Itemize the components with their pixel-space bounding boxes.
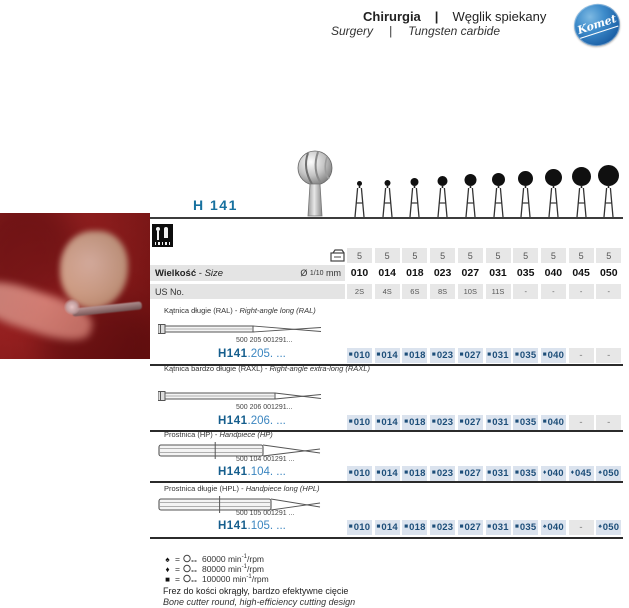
size-cell: 014 — [375, 265, 400, 281]
speed-symbol: ■ — [431, 523, 436, 531]
us-no-cell: - — [569, 284, 594, 299]
availability-size: - — [607, 417, 611, 428]
size-label-pl: Wielkość — [155, 267, 197, 279]
speed-symbol: ■ — [514, 418, 519, 426]
us-no-cell: - — [513, 284, 538, 299]
product-name-en: Right-angle extra-long (RAXL) — [269, 364, 370, 373]
us-no-cell: 11S — [486, 284, 511, 299]
availability-cell — [486, 466, 511, 481]
product-block — [150, 430, 623, 483]
shank-drawing — [158, 388, 323, 404]
pack-qty-cell: 5 — [347, 248, 372, 263]
availability-cell — [541, 415, 566, 430]
bur-silhouette — [513, 155, 538, 217]
availability-cell — [569, 415, 594, 430]
order-number: 500 205 001291... — [236, 337, 293, 344]
availability-size: 027 — [464, 417, 481, 428]
speed-symbol: ■ — [487, 469, 492, 477]
bur-silhouette — [375, 155, 400, 217]
pack-qty-cell: 5 — [458, 248, 483, 263]
size-cell: 045 — [569, 265, 594, 281]
availability-cell — [569, 520, 594, 535]
availability-size: 023 — [436, 350, 454, 361]
availability-cell — [458, 348, 483, 363]
availability-size: 035 — [519, 417, 537, 428]
product-name: Kątnica długie (RAL) - Right-angle long (RAL) — [164, 306, 316, 315]
availability-size: 040 — [547, 350, 565, 361]
availability-size: 050 — [602, 468, 620, 479]
bur-head-illustration — [294, 150, 336, 217]
availability-size: 010 — [353, 350, 371, 361]
speed-symbol: ■ — [514, 523, 519, 531]
product-block — [150, 306, 623, 366]
ref-series: H141 — [218, 520, 248, 532]
speed-symbol: ♦ — [543, 469, 547, 477]
speed-symbol: ■ — [514, 351, 519, 359]
availability-size: 040 — [547, 522, 564, 533]
us-row-band — [150, 284, 345, 299]
speed-symbol: ■ — [404, 469, 409, 477]
speed-value: 60000 $\min^{-1}$/rpm — [201, 554, 265, 564]
availability-size: 040 — [547, 417, 565, 428]
speed-legend-item: ■ = 100000 $\min^{-1}$/rpm — [163, 574, 269, 584]
speed-symbol: ■ — [376, 351, 381, 359]
availability-cell — [486, 415, 511, 430]
availability-cell — [569, 348, 594, 363]
availability-cell — [486, 520, 511, 535]
availability-cell — [402, 466, 427, 481]
speed-symbol: ■ — [459, 418, 464, 426]
speed-symbol: ♠ — [542, 523, 547, 531]
speed-symbol: ■ — [514, 469, 519, 477]
pack-qty-cell: 5 — [541, 248, 566, 263]
availability-cell — [513, 415, 538, 430]
product-name-pl: Prostnica (HP) — [164, 430, 213, 439]
speed-symbol: ■ — [487, 523, 492, 531]
product-rule — [150, 481, 623, 483]
ref-series: H141 — [218, 348, 248, 360]
availability-cell — [430, 520, 455, 535]
availability-size: 027 — [464, 522, 481, 533]
speed-symbol: ■ — [431, 469, 436, 477]
size-cell: 027 — [458, 265, 483, 281]
availability-cell — [541, 348, 566, 363]
us-no-cell: - — [541, 284, 566, 299]
bur-silhouette — [347, 155, 372, 217]
availability-size: 014 — [381, 417, 398, 428]
availability-size: 014 — [381, 468, 398, 479]
series-title: H 141 — [193, 197, 238, 213]
availability-cell — [596, 466, 621, 481]
us-no-label: US No. — [155, 286, 185, 297]
product-ref — [218, 466, 286, 478]
availability-size: 010 — [353, 468, 371, 479]
product-name-pl: Prostnica długie (HPL) — [164, 484, 240, 493]
availability-cell — [596, 348, 621, 363]
handpiece-icon — [183, 574, 199, 585]
availability-size: 014 — [381, 522, 398, 533]
availability-cell — [402, 520, 427, 535]
availability-size: 027 — [464, 350, 481, 361]
speed-symbol: ■ — [165, 574, 170, 584]
speed-symbol: ■ — [376, 469, 381, 477]
availability-size: 031 — [492, 350, 509, 361]
availability-size: 031 — [492, 522, 509, 533]
us-no-cell: - — [596, 284, 621, 299]
availability-size: 031 — [492, 468, 509, 479]
ref-suffix: .105. ... — [247, 520, 286, 532]
description-pl: Frez do kości okrągły, bardzo efektywne cięcie — [163, 586, 349, 596]
pack-qty-cell: 5 — [569, 248, 594, 263]
bur-silhouette — [486, 155, 511, 217]
availability-cell — [513, 348, 538, 363]
pack-qty-cell: 5 — [402, 248, 427, 263]
header-title-pl: Chirurgia — [363, 9, 421, 24]
availability-size: 023 — [436, 468, 454, 479]
diameter-symbol: Ø — [300, 268, 308, 278]
availability-size: - — [607, 350, 611, 361]
availability-size: 018 — [409, 417, 426, 428]
us-no-cell: 8S — [430, 284, 455, 299]
availability-size: - — [579, 350, 583, 361]
availability-size: 031 — [492, 417, 509, 428]
product-name-en: Right-angle long (RAL) — [239, 306, 316, 315]
bur-silhouette — [402, 155, 427, 217]
availability-cell — [458, 520, 483, 535]
header-separator-en: | — [389, 24, 393, 38]
description-en: Bone cutter round, high-efficiency cutting design — [163, 597, 356, 607]
speed-value: 80000 $\min^{-1}$/rpm — [201, 564, 265, 574]
availability-size: 010 — [353, 522, 371, 533]
speed-symbol: ■ — [431, 351, 436, 359]
speed-value: 100000 $\min^{-1}$/rpm — [201, 574, 269, 584]
speed-symbol: ♠ — [598, 523, 602, 531]
size-label-en: Size — [204, 267, 224, 279]
availability-size: 023 — [436, 417, 454, 428]
speed-symbol: ■ — [376, 418, 381, 426]
pack-qty-cell: 5 — [430, 248, 455, 263]
speed-symbol: ■ — [487, 351, 492, 359]
speed-symbol: ♠ — [165, 554, 170, 564]
availability-cell — [347, 348, 372, 363]
product-name: Prostnica długie (HPL) - Handpiece long (HPL) — [164, 484, 320, 493]
availability-cell — [513, 466, 538, 481]
availability-size: 035 — [519, 468, 537, 479]
availability-cell — [347, 415, 372, 430]
speed-symbol: ■ — [348, 351, 353, 359]
us-no-cell: 10S — [458, 284, 483, 299]
speed-symbol: ■ — [376, 523, 381, 531]
availability-cell — [458, 466, 483, 481]
bur-silhouette — [541, 155, 566, 217]
bur-silhouette — [596, 155, 621, 217]
product-name: Prostnica (HP) - Handpiece (HP) — [164, 430, 273, 439]
ref-series: H141 — [218, 415, 248, 427]
speed-symbol: ■ — [459, 351, 464, 359]
availability-size: 018 — [409, 468, 426, 479]
product-rule — [150, 537, 623, 539]
ref-suffix: .104. ... — [247, 466, 286, 478]
speed-symbol: ♦ — [570, 469, 575, 477]
size-cell: 018 — [402, 265, 427, 281]
availability-size: 035 — [519, 350, 537, 361]
product-block — [150, 484, 623, 539]
header-subtitle-pl: Węglik spiekany — [452, 9, 547, 24]
package-icon — [330, 249, 345, 262]
size-cell: 050 — [596, 265, 621, 281]
us-no-cell: 6S — [402, 284, 427, 299]
bur-silhouette — [430, 155, 455, 217]
product-name-pl: Kątnica długie (RAL) — [164, 306, 233, 315]
header-separator: | — [434, 9, 439, 24]
availability-cell — [375, 415, 400, 430]
speed-symbol: ■ — [487, 418, 492, 426]
speed-symbol: ♠ — [598, 469, 602, 477]
availability-size: 045 — [575, 468, 592, 479]
availability-size: 040 — [547, 468, 564, 479]
availability-cell — [375, 466, 400, 481]
availability-size: 023 — [436, 522, 454, 533]
availability-cell — [596, 415, 621, 430]
availability-cell — [402, 415, 427, 430]
availability-size: 050 — [602, 522, 620, 533]
availability-cell — [430, 466, 455, 481]
bur-silhouette — [569, 155, 594, 217]
availability-size: 018 — [409, 350, 426, 361]
availability-size: - — [579, 522, 583, 533]
speed-symbol: ■ — [459, 523, 464, 531]
header-subtitle-en: Tungsten carbide — [408, 24, 500, 38]
bur-silhouette — [458, 155, 483, 217]
availability-cell — [458, 415, 483, 430]
speed-symbol: ■ — [542, 418, 547, 426]
pack-qty-row — [150, 248, 623, 263]
order-number: 500 105 001291 ... — [236, 510, 295, 517]
availability-cell — [347, 466, 372, 481]
availability-size: 027 — [464, 468, 481, 479]
speed-symbol: ■ — [404, 523, 409, 531]
clinical-photo — [0, 213, 150, 359]
header-title-en: Surgery — [331, 24, 374, 38]
pack-qty-cell: 5 — [486, 248, 511, 263]
diameter-unit: mm — [326, 268, 341, 278]
pack-qty-cell: 5 — [375, 248, 400, 263]
availability-cell — [569, 466, 594, 481]
product-name-pl: Kątnica bardzo długie (RAXL) — [164, 364, 263, 373]
pack-qty-cell: 5 — [596, 248, 621, 263]
speed-legend-item: ♦ = 80000 $\min^{-1}$/rpm — [163, 564, 264, 574]
availability-size: 018 — [409, 522, 426, 533]
availability-size: 014 — [381, 350, 398, 361]
diameter-fraction: 1/10 — [309, 269, 324, 277]
size-cell: 031 — [486, 265, 511, 281]
header-line-pl — [363, 9, 546, 24]
speed-symbol: ♦ — [165, 564, 170, 574]
product-name-en: Handpiece (HP) — [219, 430, 273, 439]
speed-symbol: ■ — [348, 418, 353, 426]
speed-symbol: ■ — [348, 523, 353, 531]
availability-size: - — [579, 417, 583, 428]
speed-symbol: ■ — [404, 418, 409, 426]
order-number: 500 104 001291 ... — [236, 456, 295, 463]
speed-symbol: ■ — [348, 469, 353, 477]
pack-qty-cell: 5 — [513, 248, 538, 263]
size-cell: 040 — [541, 265, 566, 281]
top-rule — [150, 217, 623, 219]
availability-cell — [347, 520, 372, 535]
instrument-pictogram-icon — [152, 224, 173, 247]
size-cell: 035 — [513, 265, 538, 281]
availability-cell — [430, 348, 455, 363]
product-ref — [218, 348, 286, 360]
speed-symbol: ■ — [404, 351, 409, 359]
size-cell: 023 — [430, 265, 455, 281]
product-name-en: Handpiece long (HPL) — [245, 484, 320, 493]
availability-cell — [375, 348, 400, 363]
availability-cell — [486, 348, 511, 363]
speed-symbol: ■ — [542, 351, 547, 359]
availability-size: 035 — [519, 522, 537, 533]
speed-symbol: ■ — [459, 469, 464, 477]
product-ref — [218, 415, 286, 427]
us-no-cell: 4S — [375, 284, 400, 299]
komet-logo-text: Komet — [575, 11, 618, 37]
availability-cell — [430, 415, 455, 430]
availability-cell — [513, 520, 538, 535]
size-label-sep: - — [198, 267, 202, 279]
us-no-cell: 2S — [347, 284, 372, 299]
header-line-en — [331, 24, 500, 38]
availability-cell — [541, 520, 566, 535]
availability-cell — [596, 520, 621, 535]
order-number: 500 206 001291... — [236, 404, 293, 411]
speed-symbol: ■ — [431, 418, 436, 426]
availability-cell — [541, 466, 566, 481]
product-ref — [218, 520, 286, 532]
availability-cell — [402, 348, 427, 363]
product-name: Kątnica bardzo długie (RAXL) - Right-angle extra-long (RAXL) — [164, 364, 370, 373]
size-cell: 010 — [347, 265, 372, 281]
availability-size: 010 — [353, 417, 371, 428]
shank-drawing — [158, 321, 323, 337]
product-block — [150, 364, 623, 432]
ref-suffix: .205. ... — [247, 348, 286, 360]
availability-cell — [375, 520, 400, 535]
ref-series: H141 — [218, 466, 248, 478]
speed-legend-item: ♠ = 60000 $\min^{-1}$/rpm — [163, 554, 264, 564]
komet-logo — [571, 0, 624, 49]
ref-suffix: .206. ... — [247, 415, 286, 427]
size-row-band — [150, 265, 345, 281]
